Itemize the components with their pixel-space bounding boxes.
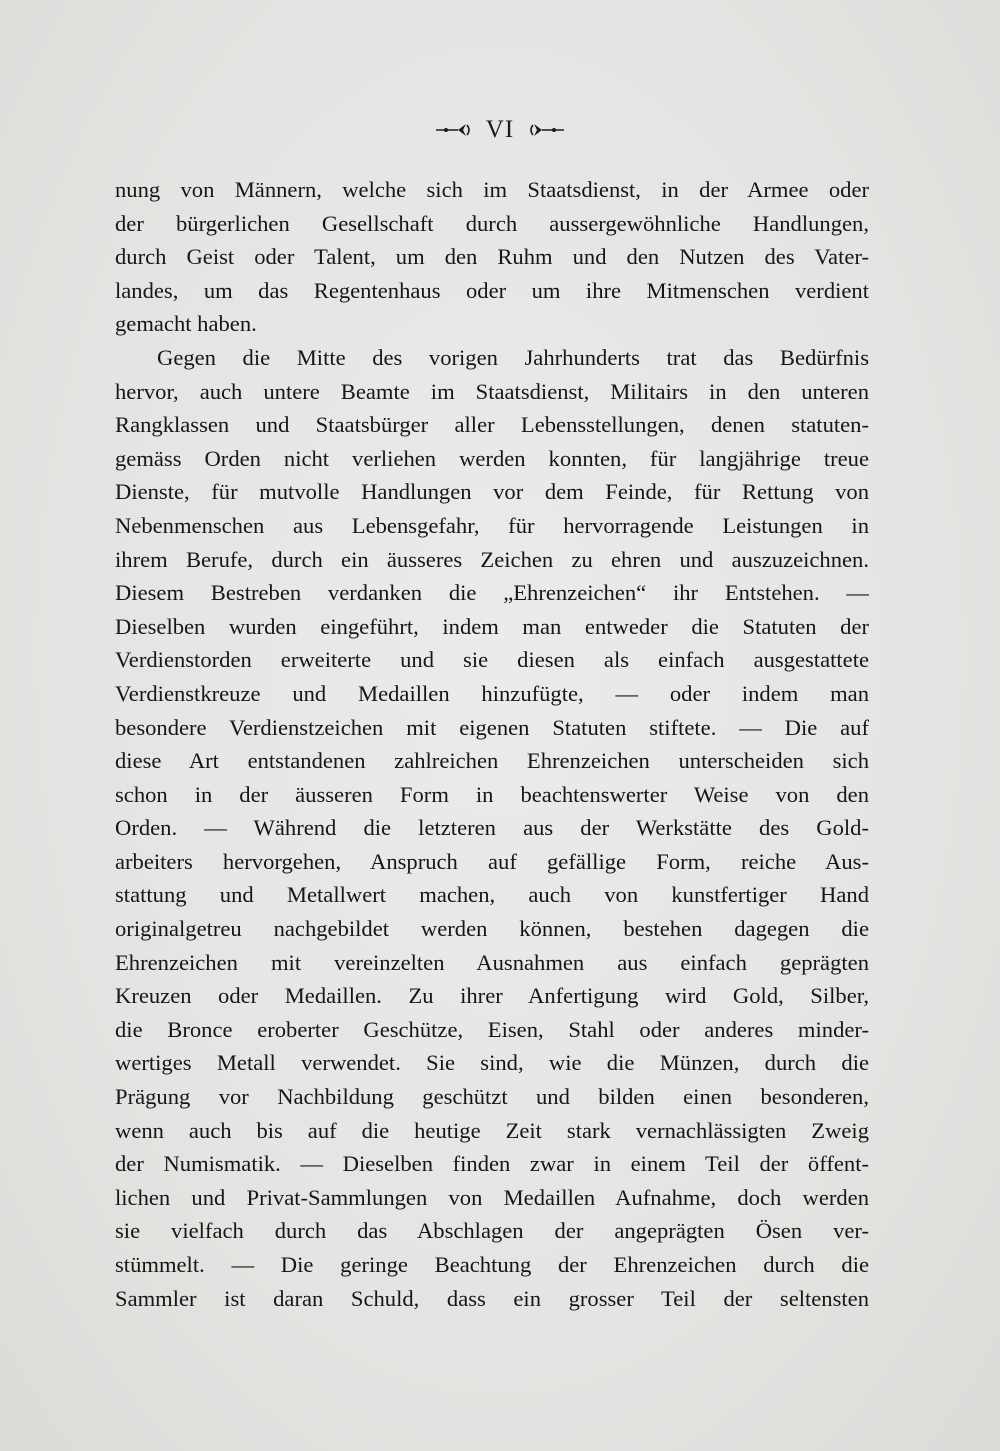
text-line: der bürgerlichen Gesellschaft durch aussergewöhnliche Handlungen, [115, 210, 869, 236]
text-line: durch Geist oder Talent, um den Ruhm und den Nutzen des Vater- [115, 244, 869, 270]
fleuron-left-icon [434, 120, 472, 140]
text-line: landes, um das Regentenhaus oder um ihre Mitmenschen verdient [115, 277, 869, 303]
text-line: Kreuzen oder Medaillen. Zu ihrer Anfertigung wird Gold, Silber, [115, 983, 869, 1009]
text-line: Dieselben wurden eingeführt, indem man entweder die Statuten der [115, 613, 869, 639]
text-line: lichen und Privat-Sammlungen von Medaillen Aufnahme, doch werden [115, 1184, 869, 1210]
text-line: schon in der äusseren Form in beachtenswerter Weise von den [115, 781, 869, 807]
text-line: stümmelt. — Die geringe Beachtung der Ehrenzeichen durch die [115, 1252, 869, 1277]
text-line: nung von Männern, welche sich im Staatsdienst, in der Armee oder [115, 177, 869, 202]
text-line: der Numismatik. — Dieselben finden zwar in einem Teil der öffent- [115, 1151, 869, 1177]
text-line: die Bronce eroberter Geschütze, Eisen, Stahl oder anderes minder- [115, 1016, 869, 1042]
text-line: stattung und Metallwert machen, auch von kunstfertiger Hand [115, 882, 869, 908]
text-line: Prägung vor Nachbildung geschützt und bilden einen besonderen, [115, 1084, 869, 1110]
text-line: Gegen die Mitte des vorigen Jahrhunderts trat das Bedürfnis [157, 344, 869, 370]
body-text [115, 173, 869, 1315]
text-line: besondere Verdienstzeichen mit eigenen Statuten stiftete. — Die auf [115, 714, 869, 740]
text-line: gemäss Orden nicht verliehen werden konnten, für langjährige treue [115, 445, 869, 471]
text-line: Sammler ist daran Schuld, dass ein grosser Teil der seltensten [115, 1285, 869, 1311]
text-line: diese Art entstandenen zahlreichen Ehrenzeichen unterscheiden sich [115, 748, 869, 774]
text-line: wertiges Metall verwendet. Sie sind, wie die Münzen, durch die [115, 1050, 869, 1076]
text-line: Orden. — Während die letzteren aus der Werkstätte des Gold- [115, 815, 869, 841]
page-number: VI [485, 116, 515, 143]
fleuron-right-icon [528, 120, 566, 140]
text-line: Nebenmenschen aus Lebensgefahr, für hervorragende Leistungen in [115, 512, 869, 538]
text-line: sie vielfach durch das Abschlagen der angeprägten Ösen ver- [115, 1218, 869, 1244]
text-line: Dienste, für mutvolle Handlungen vor dem Feinde, für Rettung von [115, 479, 869, 505]
text-line: Rangklassen und Staatsbürger aller Lebensstellungen, denen statuten- [115, 412, 869, 438]
text-line: arbeiters hervorgehen, Anspruch auf gefällige Form, reiche Aus- [115, 848, 869, 874]
text-line: gemacht haben. [115, 311, 257, 337]
text-line: Verdienstkreuze und Medaillen hinzufügte, — oder indem man [115, 680, 869, 706]
text-line: Verdienstorden erweiterte und sie diesen als einfach ausgestattete [115, 647, 869, 673]
text-line: Ehrenzeichen mit vereinzelten Ausnahmen aus einfach geprägten [115, 949, 869, 975]
text-line: wenn auch bis auf die heutige Zeit stark vernachlässigten Zweig [115, 1117, 869, 1143]
text-line: hervor, auch untere Beamte im Staatsdienst, Militairs in den unteren [115, 378, 869, 404]
page-header [0, 112, 1000, 148]
text-line: Diesem Bestreben verdanken die „Ehrenzeichen“ ihr Entstehen. — [115, 580, 869, 606]
text-line: ihrem Berufe, durch ein äusseres Zeichen zu ehren und auszuzeichnen. [115, 546, 869, 572]
text-line: originalgetreu nachgebildet werden können, bestehen dagegen die [115, 916, 869, 942]
